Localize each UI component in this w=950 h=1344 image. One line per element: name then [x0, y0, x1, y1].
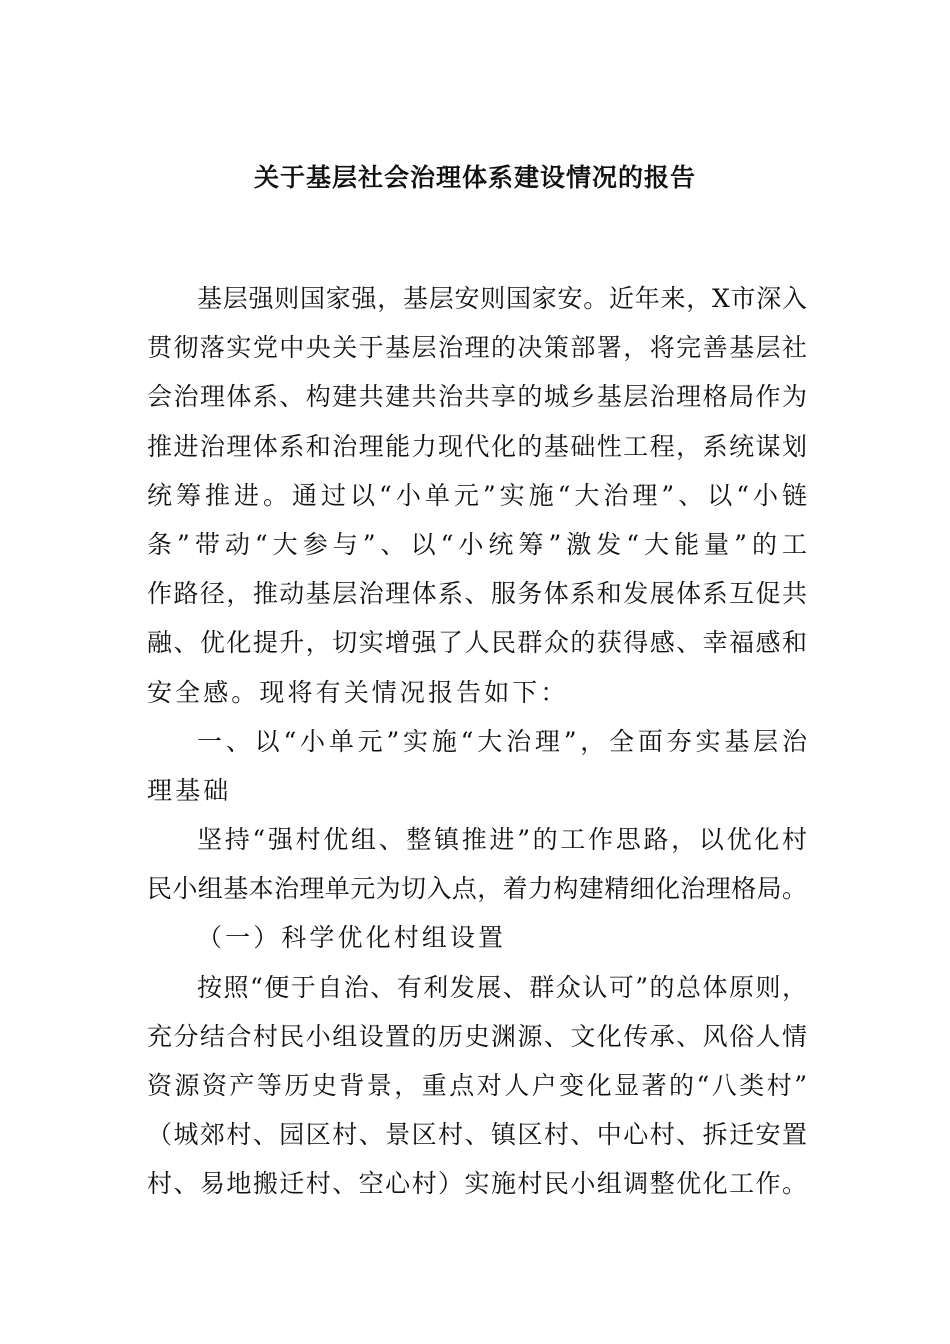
document-body	[147, 274, 807, 1209]
section-heading-line: 理基础	[147, 775, 232, 805]
paragraph-line: （城郊村、园区村、景区村、镇区村、中心村、拆迁安置	[147, 1120, 807, 1150]
paragraph-line: 村、易地搬迁村、空心村）实施村民小组调整优化工作。	[147, 1169, 807, 1199]
paragraph-line: 作路径，推动基层治理体系、服务体系和发展体系互促共	[147, 579, 807, 609]
section-heading-line: 一、以“小单元”实施“大治理”，全面夯实基层治	[197, 726, 807, 756]
paragraph-line: 会治理体系、构建共建共治共享的城乡基层治理格局作为	[147, 382, 807, 412]
paragraph-line: 条”带动“大参与”、以“小统筹”激发“大能量”的工	[147, 529, 807, 559]
paragraph-line: 基层强则国家强，基层安则国家安。近年来，X市深入	[197, 284, 807, 313]
paragraph-line: 安全感。现将有关情况报告如下：	[147, 677, 569, 707]
paragraph-line: 融、优化提升，切实增强了人民群众的获得感、幸福感和	[147, 628, 807, 658]
paragraph-line: 坚持“强村优组、整镇推进”的工作思路，以优化村	[197, 825, 807, 855]
paragraph-line: 充分结合村民小组设置的历史渊源、文化传承、风俗人情	[147, 1021, 807, 1051]
paragraph-line: 按照“便于自治、有利发展、群众认可”的总体原则，	[197, 972, 807, 1002]
document-title: 关于基层社会治理体系建设情况的报告	[253, 163, 696, 192]
subsection-heading-line: （一）科学优化村组设置	[197, 923, 507, 953]
paragraph-line: 统筹推进。通过以“小单元”实施“大治理”、以“小链	[147, 480, 807, 510]
paragraph-line: 贯彻落实党中央关于基层治理的决策部署，将完善基层社	[147, 333, 807, 363]
paragraph-line: 资源资产等历史背景，重点对人户变化显著的“八类村”	[147, 1071, 807, 1100]
paragraph-line: 推进治理体系和治理能力现代化的基础性工程，系统谋划	[147, 431, 807, 461]
paragraph-line: 民小组基本治理单元为切入点，着力构建精细化治理格局。	[147, 874, 807, 904]
